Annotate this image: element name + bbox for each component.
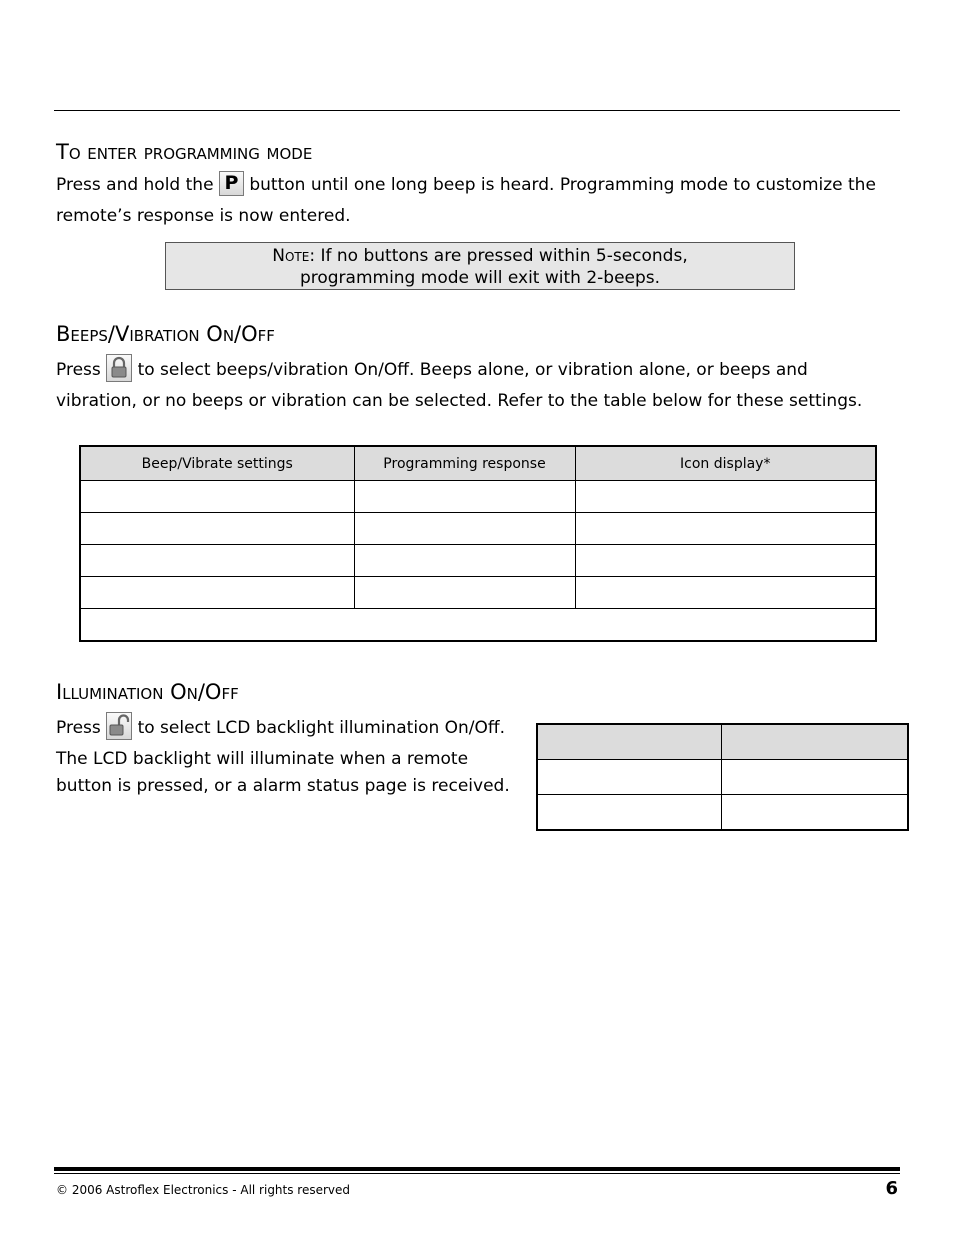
text-button-until: button until one long beep is heard. Programming mode to customize the	[249, 175, 876, 195]
section-paragraph-illumination-line1	[56, 713, 505, 744]
table-cell	[80, 577, 354, 609]
note-line-2: programming mode will exit with 2-beeps.	[299, 268, 661, 288]
section-paragraph-beeps-vibration	[56, 355, 862, 417]
text-press: Press	[56, 360, 101, 380]
table-cell	[80, 545, 354, 577]
unlock-icon-svg	[107, 713, 131, 739]
text-remote-response: remote’s response is now entered.	[56, 206, 351, 226]
table-cell	[354, 481, 575, 513]
text-press-and-hold: Press and hold the	[56, 175, 214, 195]
top-rule	[54, 110, 900, 111]
table-cell	[575, 481, 876, 513]
text-select-beeps: to select beeps/vibration On/Off. Beeps alone, or vibration alone, or beeps and	[137, 360, 808, 380]
table-row	[537, 760, 908, 795]
section-paragraph-programming-mode	[56, 170, 876, 232]
note-line-1: : If no buttons are pressed within 5-seconds,	[309, 246, 688, 266]
header-programming-response: Programming response	[354, 446, 575, 481]
text-backlight-illuminate: The LCD backlight will illuminate when a remote	[56, 749, 469, 769]
text-button-pressed: button is pressed, or a alarm status page is received.	[56, 776, 510, 796]
table-cell	[80, 481, 354, 513]
text-vibration-options: vibration, or no beeps or vibration can be selected. Refer to the table below for these settings.	[56, 391, 863, 411]
lock-icon-svg	[107, 355, 131, 381]
text-select-backlight: to select LCD backlight illumination On/Off.	[137, 718, 506, 738]
footer-rule-thin	[54, 1173, 900, 1174]
table-header-cell	[537, 724, 721, 760]
table-cell	[354, 513, 575, 545]
table-cell	[575, 513, 876, 545]
table-header-row	[80, 446, 876, 481]
page-number: 6	[885, 1178, 898, 1199]
table-cell	[80, 513, 354, 545]
footer-copyright: © 2006 Astroflex Electronics - All rights reserved	[56, 1183, 351, 1197]
table-cell	[537, 760, 721, 795]
table-header-row	[537, 724, 908, 760]
table-footnote-row	[80, 609, 876, 642]
table-row	[537, 795, 908, 831]
table-row	[80, 545, 876, 577]
footer-rule-thick	[54, 1167, 900, 1171]
table-row	[80, 513, 876, 545]
table-footnote-cell	[80, 609, 876, 642]
lock-icon	[106, 354, 132, 382]
table-cell	[575, 577, 876, 609]
section-heading-illumination: Illumination On/Off	[56, 680, 239, 704]
text-press: Press	[56, 718, 101, 738]
p-button-icon	[219, 171, 244, 196]
table-cell	[575, 545, 876, 577]
table-row	[80, 481, 876, 513]
note-label: Note	[272, 246, 310, 266]
section-heading-beeps-vibration: Beeps/Vibration On/Off	[56, 322, 275, 346]
beep-vibrate-settings-table	[79, 445, 877, 642]
note-box	[165, 242, 795, 290]
illumination-settings-table	[536, 723, 909, 831]
section-heading-programming-mode: To enter programming mode	[56, 140, 313, 164]
table-row	[80, 577, 876, 609]
header-icon-display: Icon display*	[575, 446, 876, 481]
table-cell	[354, 545, 575, 577]
p-button-glyph: P	[224, 171, 239, 194]
header-beep-vibrate-settings: Beep/Vibrate settings	[80, 446, 354, 481]
table-cell	[354, 577, 575, 609]
unlock-icon	[106, 712, 132, 740]
table-cell	[537, 795, 721, 831]
table-cell	[721, 795, 908, 831]
table-header-cell	[721, 724, 908, 760]
table-cell	[721, 760, 908, 795]
section-paragraph-illumination-rest	[56, 746, 510, 800]
